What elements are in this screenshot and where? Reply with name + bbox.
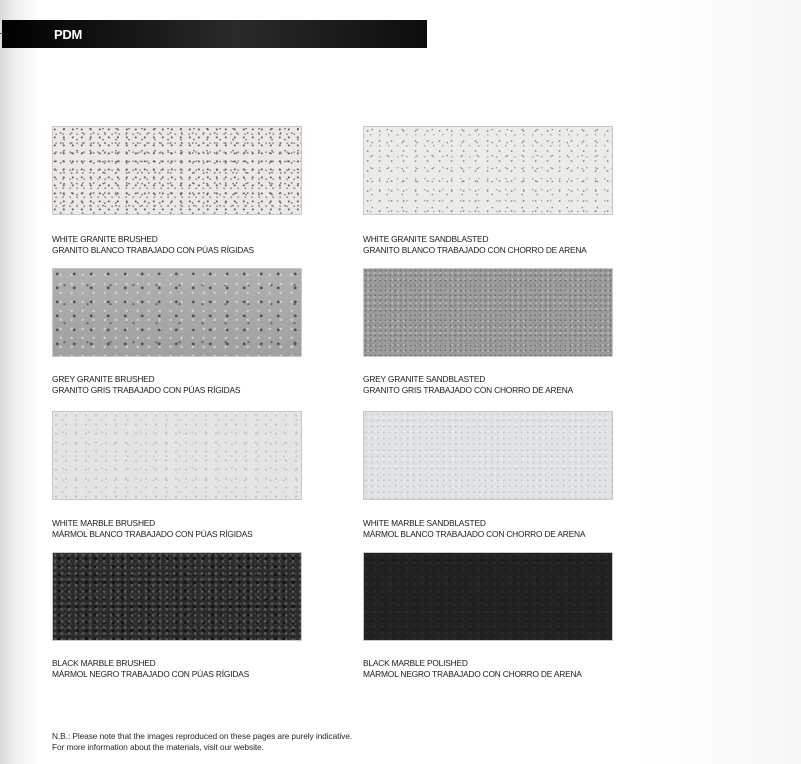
caption-es: GRANITO BLANCO TRABAJADO CON CHORRO DE ARENA	[363, 245, 587, 255]
swatch-caption	[52, 518, 252, 540]
swatch-caption	[363, 658, 582, 680]
swatch-caption	[52, 374, 240, 396]
caption-es: MÁRMOL BLANCO TRABAJADO CON PÚAS RÍGIDAS	[52, 529, 253, 539]
swatch-image-grey-granite-sandblasted	[363, 268, 613, 357]
swatch-caption	[363, 374, 573, 396]
caption-en: GREY GRANITE SANDBLASTED	[363, 374, 486, 384]
caption-en: GREY GRANITE BRUSHED	[52, 374, 155, 384]
swatch-image-black-marble-brushed	[52, 552, 302, 641]
caption-en: WHITE GRANITE SANDBLASTED	[363, 234, 489, 244]
caption-en: BLACK MARBLE BRUSHED	[52, 658, 156, 668]
caption-es: MÁRMOL BLANCO TRABAJADO CON CHORRO DE ARENA	[363, 529, 586, 539]
swatch-image-white-marble-brushed	[52, 411, 302, 500]
swatch-image-white-granite-sandblasted	[363, 126, 613, 215]
margin-tick	[0, 33, 3, 34]
header-bar	[2, 20, 427, 48]
caption-en: BLACK MARBLE POLISHED	[363, 658, 468, 668]
swatch-caption	[52, 234, 254, 256]
caption-es: GRANITO GRIS TRABAJADO CON PÚAS RÍGIDAS	[52, 385, 241, 395]
caption-en: WHITE GRANITE BRUSHED	[52, 234, 158, 244]
swatch-caption	[52, 658, 249, 680]
swatch-image-black-marble-polished	[363, 552, 613, 641]
swatch-caption	[363, 518, 585, 540]
caption-es: GRANITO GRIS TRABAJADO CON CHORRO DE ARENA	[363, 385, 574, 395]
footnote	[52, 731, 352, 753]
footnote-line: N.B.: Please note that the images reproduced on these pages are purely indicative.	[52, 731, 353, 741]
swatch-caption	[363, 234, 587, 256]
caption-es: MÁRMOL NEGRO TRABAJADO CON PÚAS RÍGIDAS	[52, 669, 249, 679]
caption-es: MÁRMOL NEGRO TRABAJADO CON CHORRO DE ARENA	[363, 669, 582, 679]
swatch-image-white-granite-brushed	[52, 126, 302, 215]
caption-en: WHITE MARBLE SANDBLASTED	[363, 518, 486, 528]
swatch-image-white-marble-sandblasted	[363, 411, 613, 500]
swatch-image-grey-granite-brushed	[52, 268, 302, 357]
caption-en: WHITE MARBLE BRUSHED	[52, 518, 156, 528]
caption-es: GRANITO BLANCO TRABAJADO CON PÚAS RÍGIDAS	[52, 245, 254, 255]
footnote-line: For more information about the materials, visit our website.	[52, 742, 264, 752]
brand-title: PDM	[54, 27, 82, 42]
